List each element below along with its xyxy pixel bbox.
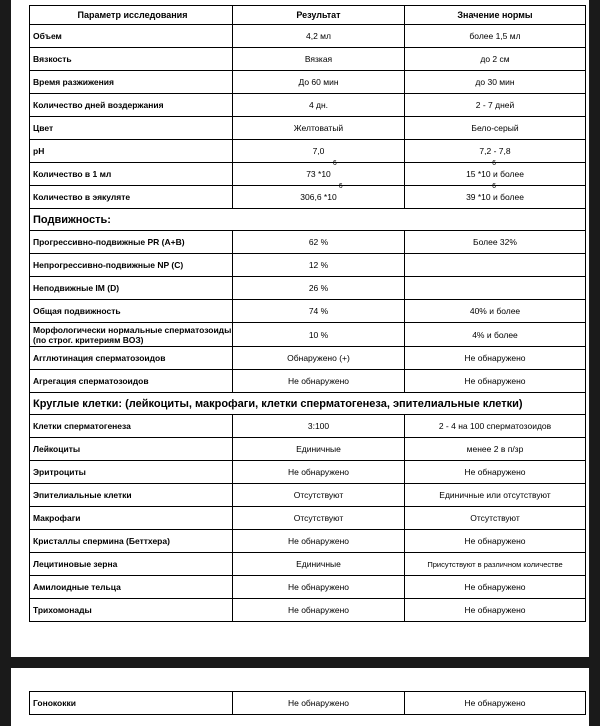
result-cell: [232, 300, 404, 322]
table-row: [29, 254, 586, 277]
result-cell: [232, 231, 404, 253]
result-cell-text: 306,6 *10: [300, 192, 337, 202]
table-row: [29, 347, 586, 370]
param-cell-text: Неподвижные IM (D): [33, 283, 120, 293]
table-row: [29, 117, 586, 140]
result-cell: [232, 277, 404, 299]
param-cell-text: Агрегация сперматозоидов: [33, 376, 149, 386]
result-cell-text: 73 *10: [306, 169, 331, 179]
param-cell-text: Морфологически нормальные сперматозоиды (по строг. критериям ВОЗ): [33, 324, 232, 345]
norm-cell: [404, 48, 586, 70]
norm-cell-text: 4% и более: [472, 329, 518, 340]
param-cell: [29, 71, 232, 93]
norm-cell: [404, 71, 586, 93]
header-param: [29, 5, 232, 24]
result-cell: [232, 692, 404, 714]
norm-cell: [404, 277, 586, 299]
result-cell-text: 3:100: [307, 421, 330, 431]
norm-cell: [404, 692, 586, 714]
param-cell: [29, 94, 232, 116]
result-cell: [232, 370, 404, 392]
result-cell-text: 74 %: [308, 306, 329, 316]
result-cell: [232, 94, 404, 116]
param-cell: [29, 507, 232, 529]
param-cell-text: Непрогрессивно-подвижные NP (C): [33, 260, 184, 270]
norm-cell: [404, 576, 586, 598]
norm-cell-text: 40% и более: [469, 306, 521, 316]
norm-cell-text: Не обнаружено: [464, 376, 526, 386]
header-result-text: Результат: [296, 9, 341, 20]
table-row: [29, 599, 586, 622]
param-cell-text: Время разжижения: [33, 77, 114, 87]
param-cell-text: Эпителиальные клетки: [33, 490, 132, 500]
norm-cell: [404, 300, 586, 322]
param-cell-text: Объем: [33, 31, 62, 41]
table-row: [29, 415, 586, 438]
table-row: [29, 71, 586, 94]
result-cell: [232, 117, 404, 139]
result-cell: [232, 347, 404, 369]
norm-cell-value: [466, 160, 524, 179]
result-cell: [232, 71, 404, 93]
param-cell: [29, 599, 232, 621]
table-row: [29, 530, 586, 553]
norm-cell-value: [466, 183, 524, 202]
param-cell-text: Эритроциты: [33, 467, 86, 477]
result-cell-text: Не обнаружено: [287, 467, 350, 477]
norm-cell-text: Бело-серый: [471, 123, 519, 133]
table-row: [29, 323, 586, 347]
param-cell: [29, 300, 232, 322]
section-heading-motility: [29, 209, 586, 231]
param-cell-text: Общая подвижность: [33, 306, 121, 316]
norm-cell-text: до 2 см: [480, 54, 510, 64]
norm-cell: [404, 599, 586, 621]
param-cell: [29, 461, 232, 483]
norm-cell-exponent: 6: [492, 183, 496, 190]
param-cell: [29, 163, 232, 185]
result-cell-text: Единичные: [296, 444, 341, 454]
table-row: [29, 553, 586, 576]
param-cell-text: Количество в эякуляте: [33, 192, 131, 202]
report-page-1: [11, 0, 589, 657]
table-row: [29, 300, 586, 323]
param-cell: [29, 323, 232, 346]
norm-cell: [404, 323, 586, 346]
table-row: [29, 94, 586, 117]
param-cell-text: Амилоидные тельца: [33, 582, 121, 592]
table-row: [29, 461, 586, 484]
result-cell: [232, 576, 404, 598]
norm-cell: [404, 370, 586, 392]
norm-cell-text: более 1,5 мл: [469, 31, 521, 41]
result-cell: [232, 25, 404, 47]
result-cell-text: Не обнаружено: [287, 698, 350, 708]
result-cell-text: До 60 мин: [298, 77, 339, 87]
result-cell-text: 10 %: [308, 329, 329, 340]
result-cell: [232, 530, 404, 552]
param-cell: [29, 277, 232, 299]
norm-cell: [404, 347, 586, 369]
param-cell: [29, 231, 232, 253]
param-cell: [29, 117, 232, 139]
result-cell-text: 62 %: [308, 237, 329, 247]
result-cell-text: Отсутствуют: [293, 490, 344, 500]
param-cell-text: Количество в 1 мл: [33, 169, 112, 179]
norm-cell: [404, 484, 586, 506]
param-cell: [29, 576, 232, 598]
param-cell-text: Клетки сперматогенеза: [33, 421, 131, 431]
param-cell: [29, 530, 232, 552]
result-cell-text: Не обнаружено: [287, 376, 350, 386]
param-cell: [29, 415, 232, 437]
result-cell: [232, 553, 404, 575]
table-row: [29, 140, 586, 163]
table-row: [29, 370, 586, 393]
norm-cell: [404, 25, 586, 47]
result-cell-text: Единичные: [296, 559, 341, 569]
param-cell: [29, 25, 232, 47]
norm-cell: [404, 140, 586, 162]
result-cell-text: Желтоватый: [293, 123, 344, 133]
result-cell: [232, 254, 404, 276]
norm-cell: [404, 438, 586, 460]
table-row: [29, 48, 586, 71]
result-cell-text: Вязкая: [304, 54, 333, 64]
table-row: [29, 484, 586, 507]
norm-cell: [404, 553, 586, 575]
result-cell: [232, 484, 404, 506]
result-cell: [232, 415, 404, 437]
table-row: [29, 277, 586, 300]
result-cell-value: [306, 160, 337, 179]
norm-cell-text: 7,2 - 7,8: [479, 146, 511, 156]
result-cell-exponent: 6: [332, 160, 337, 167]
norm-cell-text: Не обнаружено: [464, 605, 526, 615]
norm-cell-text: Более 32%: [473, 237, 517, 247]
param-cell-text: Лейкоциты: [33, 444, 81, 454]
result-cell-text: Не обнаружено: [287, 605, 350, 615]
result-cell-value: [300, 183, 343, 202]
norm-cell: [404, 160, 586, 185]
section-motility-text: Подвижность:: [33, 213, 111, 226]
result-cell-text: 26 %: [308, 283, 329, 293]
header-param-text: Параметр исследования: [77, 9, 188, 20]
section-round-text: Круглые клетки: (лейкоциты, макрофаги, клетки сперматогенеза, эпителиальные клетки): [33, 397, 523, 410]
param-cell-text: Лецитиновые зерна: [33, 559, 118, 569]
norm-cell: [404, 183, 586, 208]
param-cell: [29, 553, 232, 575]
param-cell: [29, 484, 232, 506]
table-row: [29, 438, 586, 461]
norm-cell-text: 2 - 4 на 100 сперматозоидов: [438, 421, 552, 431]
norm-cell: [404, 415, 586, 437]
norm-cell-text: до 30 мин: [475, 77, 515, 87]
param-cell-text: Вязкость: [33, 54, 72, 64]
param-cell-text: Гонококки: [33, 698, 76, 708]
param-cell-text: Агглютинация сперматозоидов: [33, 353, 166, 363]
param-cell-text: Цвет: [33, 123, 54, 133]
param-cell: [29, 370, 232, 392]
norm-cell-text: Не обнаружено: [464, 698, 526, 708]
param-cell-text: Трихомонады: [33, 605, 92, 615]
param-cell: [29, 692, 232, 714]
table-row: [29, 25, 586, 48]
table-row: [29, 183, 586, 209]
result-cell: [232, 183, 404, 208]
result-cell: [232, 507, 404, 529]
norm-cell: [404, 94, 586, 116]
norm-cell-text: 39 *10 и более: [466, 192, 524, 202]
report-page-2: [11, 668, 589, 726]
param-cell: [29, 186, 232, 208]
result-cell-text: 7,0: [312, 146, 325, 156]
table-row: [29, 507, 586, 530]
norm-cell-text: Не обнаружено: [464, 536, 526, 546]
result-cell-exponent: 6: [338, 183, 343, 190]
param-cell-text: Кристаллы спермина (Беттхера): [33, 536, 170, 546]
result-cell: [232, 140, 404, 162]
table-row: [29, 576, 586, 599]
norm-cell: [404, 117, 586, 139]
result-cell-text: Обнаружено (+): [287, 353, 350, 363]
header-norm-text: Значение нормы: [457, 9, 533, 20]
param-cell-text: pH: [33, 146, 45, 156]
param-cell: [29, 438, 232, 460]
norm-cell-text: 2 - 7 дней: [475, 100, 515, 110]
param-cell: [29, 347, 232, 369]
norm-cell-text: Не обнаружено: [464, 467, 526, 477]
param-cell-text: Количество дней воздержания: [33, 100, 164, 110]
param-cell-text: Макрофаги: [33, 513, 81, 523]
norm-cell-text: Не обнаружено: [464, 353, 526, 363]
norm-cell-text: 15 *10 и более: [466, 169, 524, 179]
result-cell-text: 12 %: [308, 260, 329, 270]
param-cell-text: Прогрессивно-подвижные PR (A+B): [33, 237, 185, 247]
result-cell: [232, 599, 404, 621]
norm-cell-text: Не обнаружено: [464, 582, 526, 592]
norm-cell: [404, 254, 586, 276]
header-result: [232, 5, 404, 24]
result-cell: [232, 48, 404, 70]
norm-cell-text: менее 2 в п/зр: [466, 444, 524, 454]
norm-cell: [404, 530, 586, 552]
norm-cell: [404, 231, 586, 253]
result-cell-text: 4,2 мл: [306, 31, 331, 41]
table-row: [29, 692, 586, 715]
table-header-row: [29, 5, 586, 25]
section-heading-round-cells: [29, 393, 586, 415]
table-row: [29, 231, 586, 254]
norm-cell-text: Отсутствуют: [470, 513, 520, 523]
norm-cell-exponent: 6: [492, 160, 496, 167]
table-row: [29, 160, 586, 186]
result-cell: [232, 160, 404, 185]
result-cell-text: Не обнаружено: [287, 536, 350, 546]
param-cell: [29, 48, 232, 70]
result-cell-text: Отсутствуют: [293, 513, 344, 523]
result-cell: [232, 323, 404, 346]
result-cell: [232, 461, 404, 483]
result-cell: [232, 438, 404, 460]
param-cell: [29, 254, 232, 276]
norm-cell: [404, 461, 586, 483]
norm-cell: [404, 507, 586, 529]
norm-cell-text: Присутствуют в различном количестве: [427, 559, 563, 569]
result-cell-text: Не обнаружено: [287, 582, 350, 592]
param-cell: [29, 140, 232, 162]
result-cell-text: 4 дн.: [308, 100, 329, 110]
norm-cell-text: Единичные или отсутствуют: [439, 490, 551, 500]
header-norm: [404, 5, 586, 24]
